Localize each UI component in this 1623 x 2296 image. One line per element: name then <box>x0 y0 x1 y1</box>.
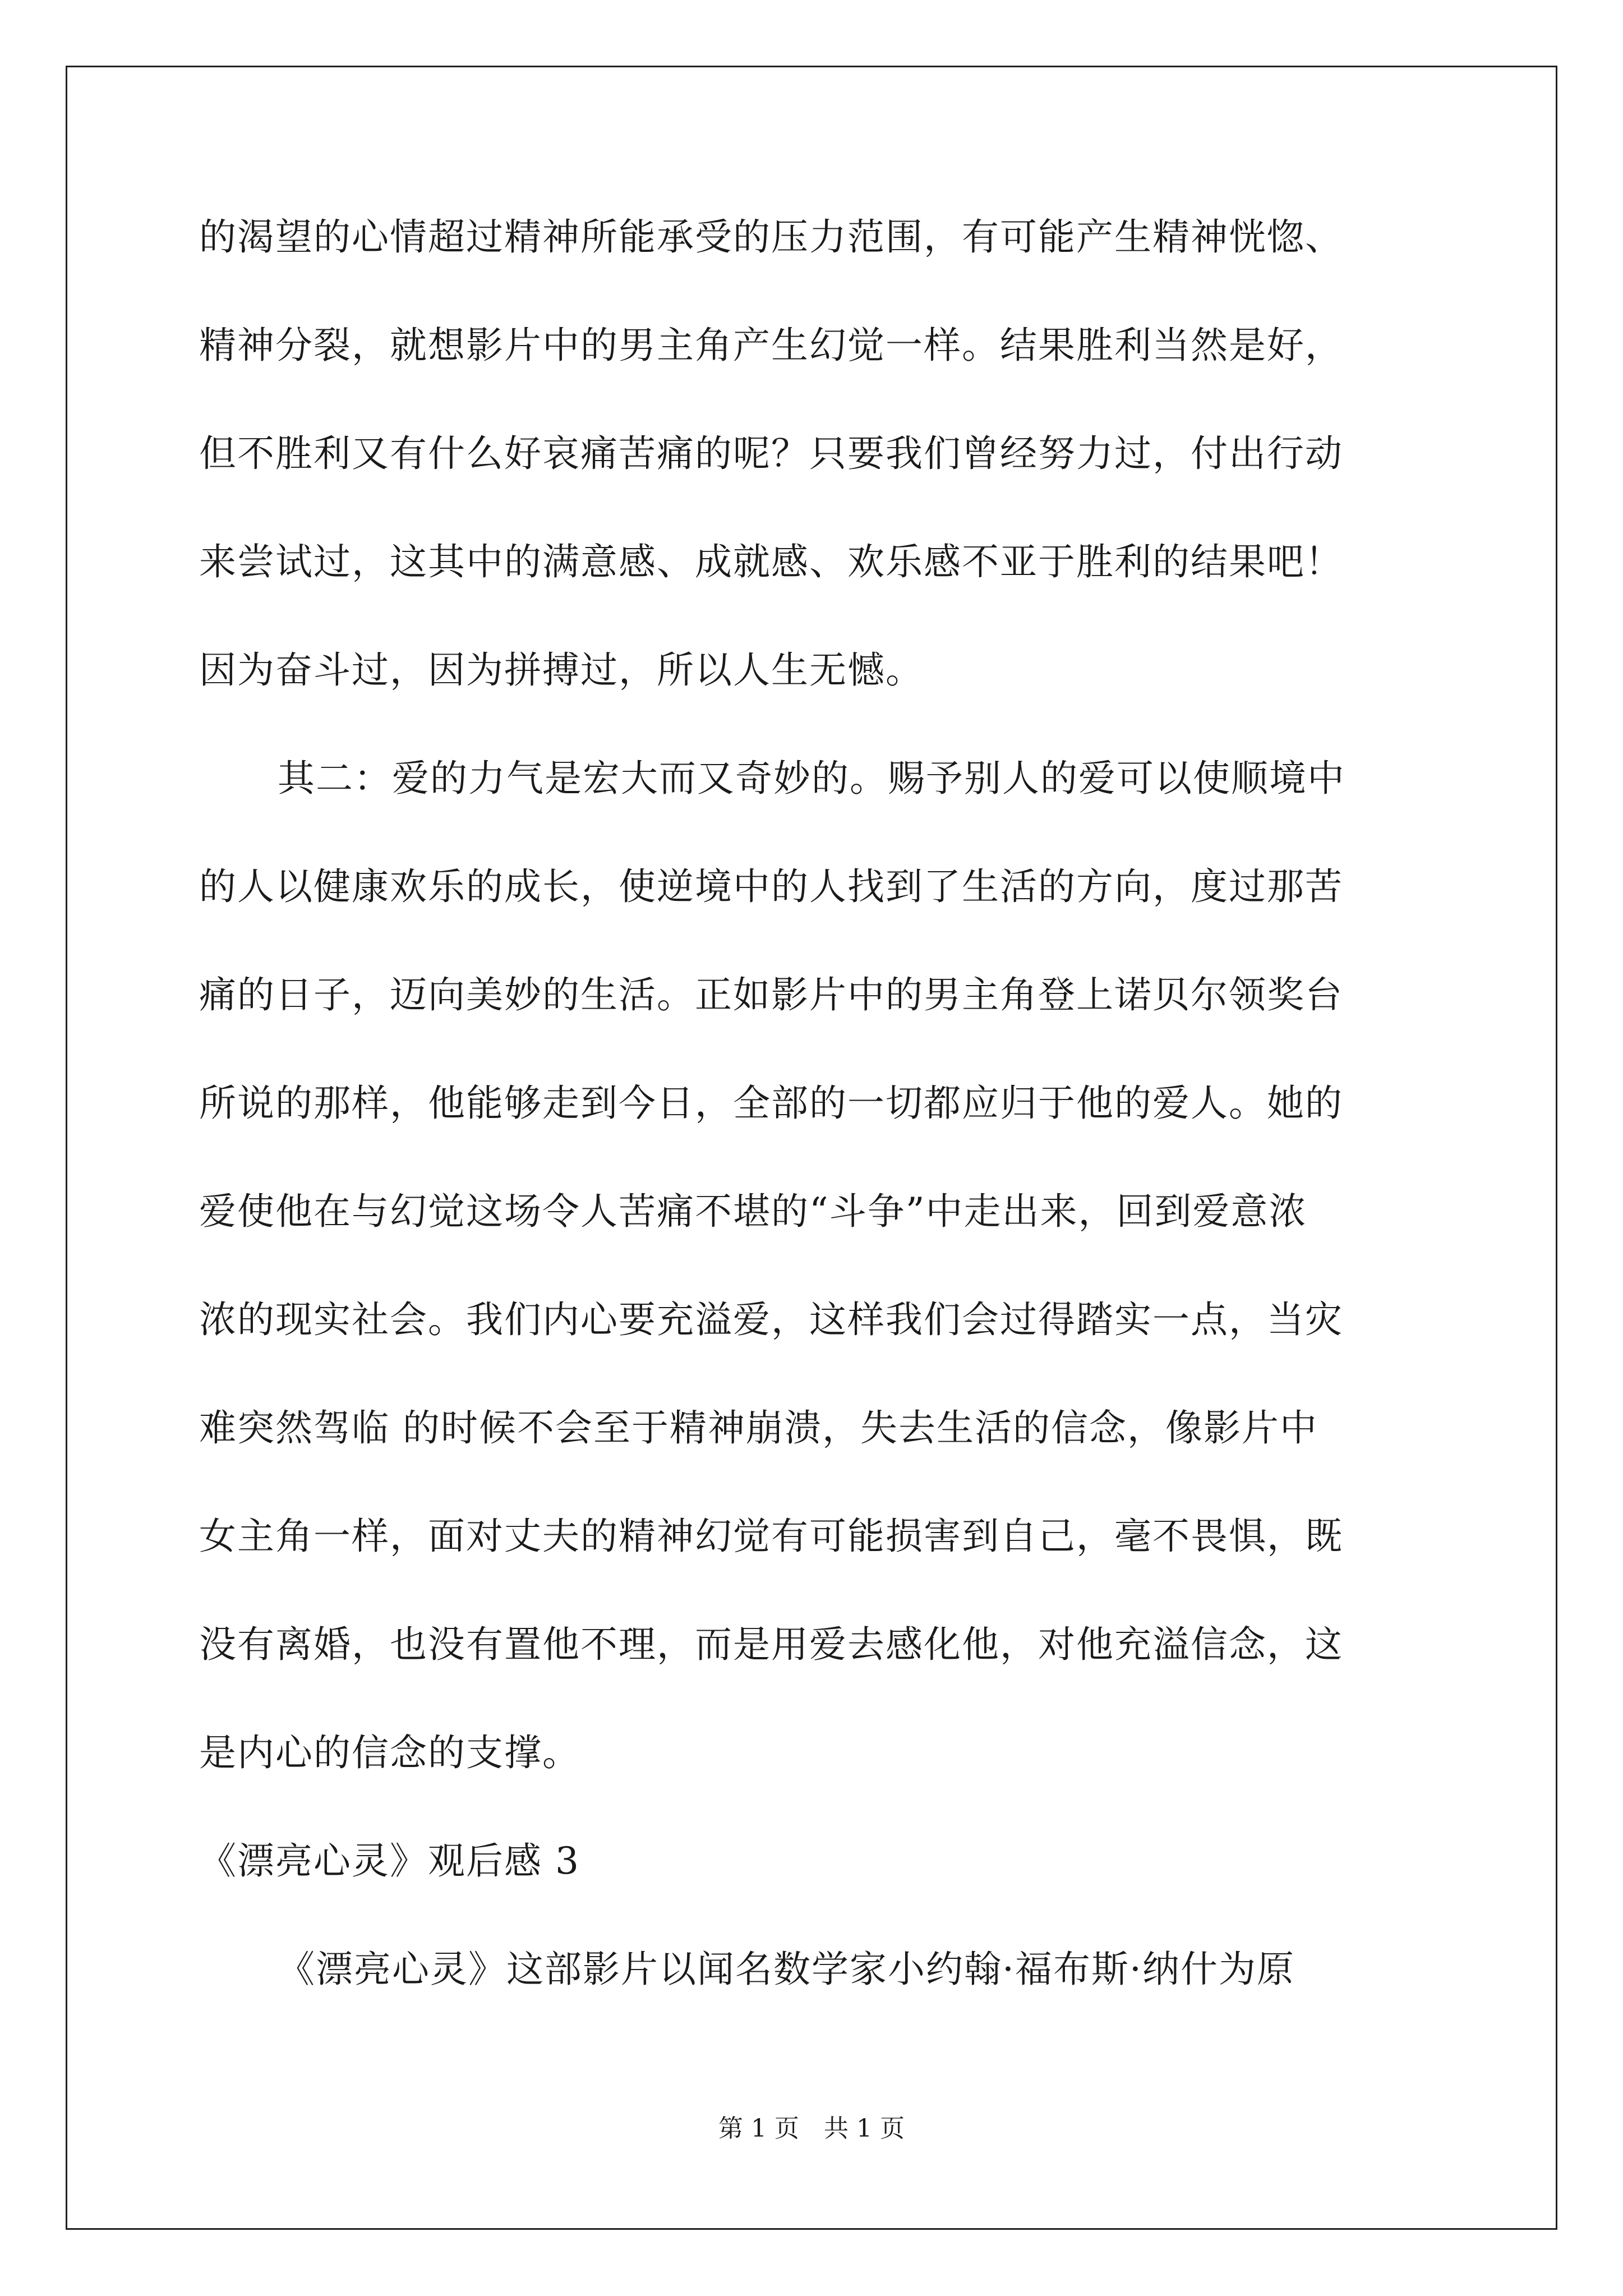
text-line: 所说的那样，他能够走到今日，全部的一切都应归于他的爱人。她的 <box>199 1082 1343 1125</box>
text-line: 难突然驾临 的时候不会至于精神崩溃，失去生活的信念，像影片中 <box>199 1406 1318 1450</box>
text-line: 的人以健康欢乐的成长，使逆境中的人找到了生活的方向，度过那苦 <box>199 865 1343 908</box>
text-line: 精神分裂，就想影片中的男主角产生幻觉一样。结果胜利当然是好， <box>199 324 1343 367</box>
text-line: 来尝试过，这其中的满意感、成就感、欢乐感不亚于胜利的结果吧！ <box>199 540 1343 583</box>
text-line: 的渴望的心情超过精神所能承受的压力范围，有可能产生精神恍惚、 <box>199 215 1343 259</box>
document-body <box>199 209 1433 2050</box>
paragraph-start-line: 其二：爱的力气是宏大而又奇妙的。赐予别人的爱可以使顺境中 <box>278 757 1345 800</box>
text-line: 痛的日子，迈向美妙的生活。正如影片中的男主角登上诺贝尔领奖台 <box>199 973 1343 1016</box>
text-line: 因为奋斗过，因为拼搏过，所以人生无憾。 <box>199 648 924 692</box>
text-line: 爱使他在与幻觉这场令人苦痛不堪的“斗争”中走出来，回到爱意浓 <box>199 1190 1307 1233</box>
text-line: 没有离婚，也没有置他不理，而是用爱去感化他，对他充溢信念，这 <box>199 1623 1343 1666</box>
text-line: 女主角一样，面对丈夫的精神幻觉有可能损害到自己，毫不畏惧，既 <box>199 1515 1343 1558</box>
paragraph-start-line: 《漂亮心灵》这部影片以闻名数学家小约翰·福布斯·纳什为原 <box>278 1948 1295 1991</box>
text-line: 是内心的信念的支撑。 <box>199 1731 580 1774</box>
text-line: 浓的现实社会。我们内心要充溢爱，这样我们会过得踏实一点，当灾 <box>199 1298 1343 1341</box>
section-heading: 《漂亮心灵》观后感 3 <box>199 1839 580 1883</box>
text-line: 但不胜利又有什么好哀痛苦痛的呢？只要我们曾经努力过，付出行动 <box>199 432 1343 475</box>
page-number-footer: 第 1 页 共 1 页 <box>718 2114 905 2143</box>
